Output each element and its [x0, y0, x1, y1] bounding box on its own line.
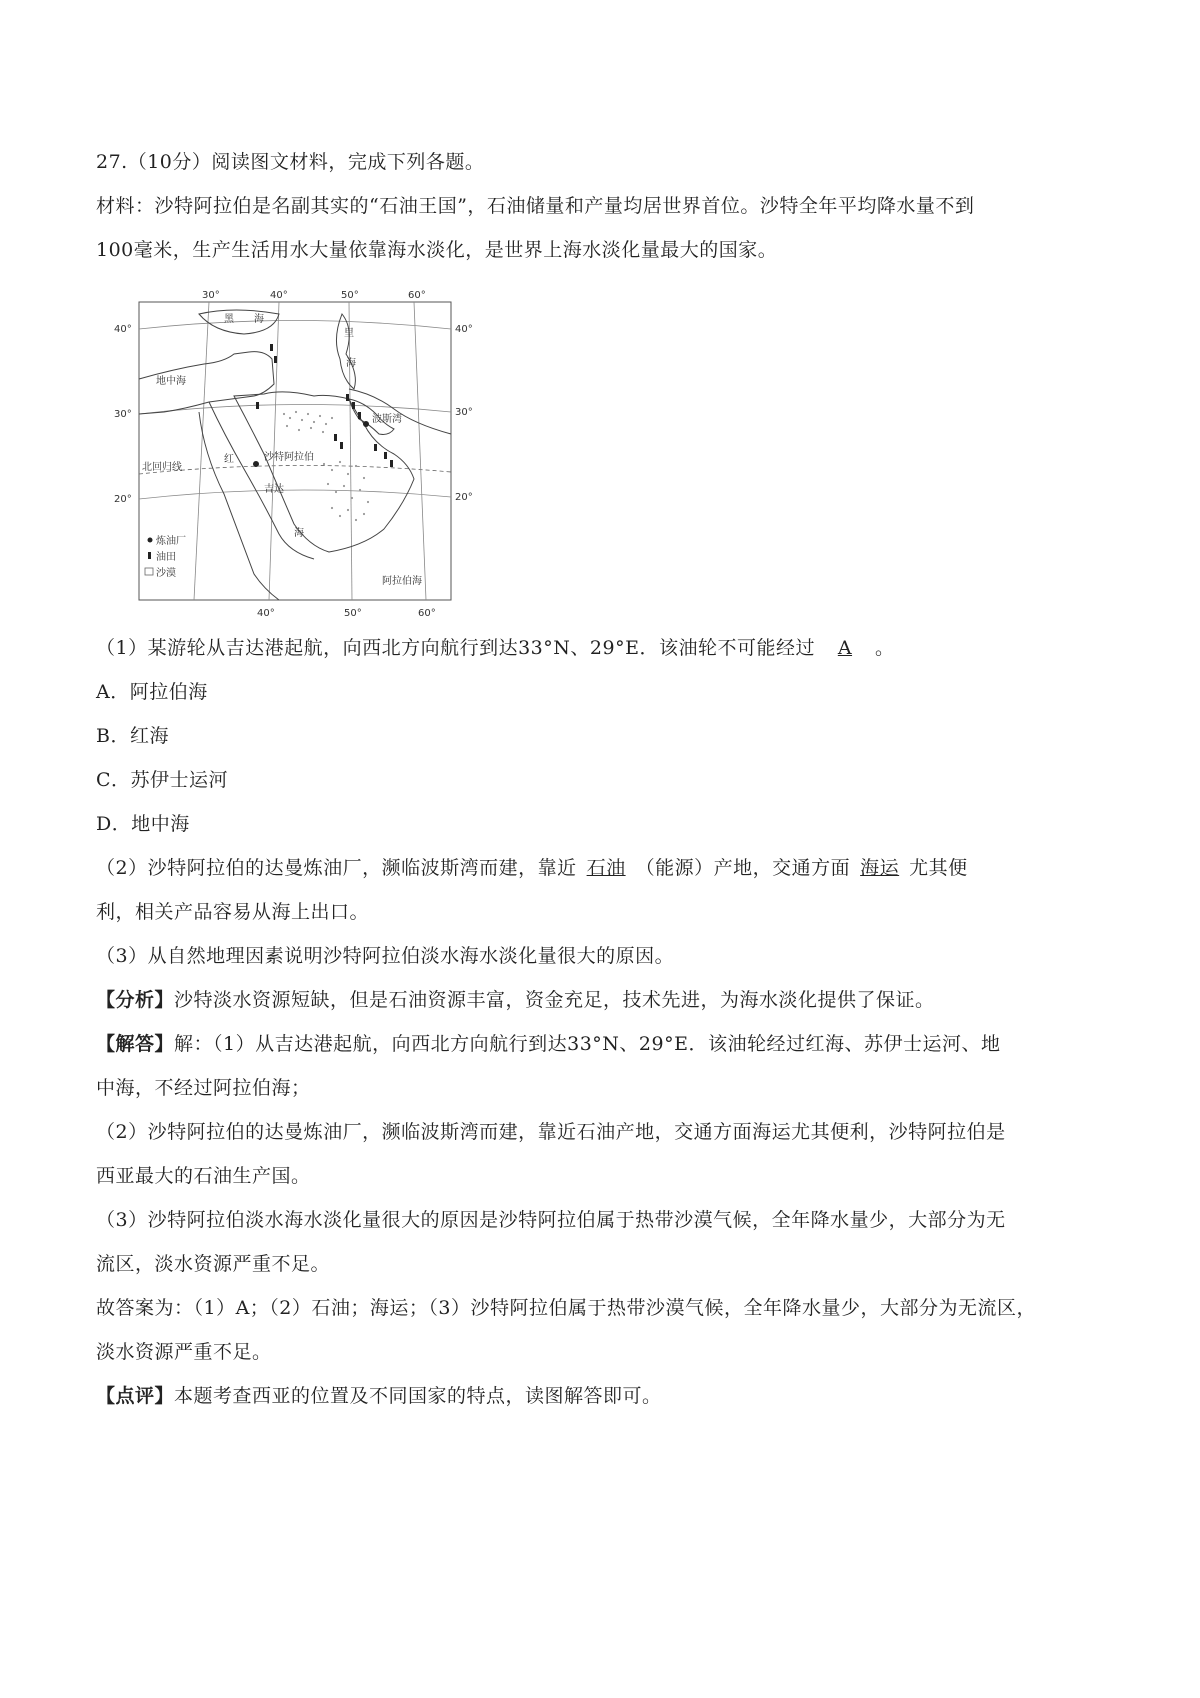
q1-option-c: C．苏伊士运河 — [96, 769, 229, 791]
map-figure — [114, 284, 489, 620]
solution-line-6: 流区，淡水资源严重不足。 — [96, 1253, 331, 1275]
analysis-text: 沙特淡水资源短缺，但是石油资源丰富，资金充足，技术先进，为海水淡化提供了保证。 — [174, 989, 935, 1011]
legend-oilfield: 油田 — [156, 552, 176, 563]
comment-text: 本题考查西亚的位置及不同国家的特点，读图解答即可。 — [174, 1385, 662, 1407]
q2-line2: 利，相关产品容易从海上出口。 — [96, 901, 370, 923]
lat-left-20: 20° — [114, 494, 132, 505]
q2-stem — [96, 846, 1106, 890]
q1-option-a: A．阿拉伯海 — [96, 681, 208, 703]
label-li-hai: 海 — [346, 358, 356, 369]
q1-text: （1）某游轮从吉达港起航，向西北方向航行到达33°N、29°E．该油轮不可能经过 — [96, 637, 815, 659]
label-li: 里 — [344, 328, 354, 339]
label-tropic: 北回归线 — [142, 462, 182, 473]
label-mediterranean: 地中海 — [156, 376, 186, 387]
label-saudi: 沙特阿拉伯 — [264, 452, 314, 463]
solution-line-1 — [96, 1022, 1106, 1066]
q3-stem: （3）从自然地理因素说明沙特阿拉伯淡水海水淡化量很大的原因。 — [96, 945, 675, 967]
q1-option-b: B．红海 — [96, 725, 169, 747]
label-hei: 黑 — [224, 314, 234, 325]
q2-part2: （能源）产地，交通方面 — [635, 857, 851, 879]
lat-right-20: 20° — [455, 492, 473, 503]
q1-option-d: D．地中海 — [96, 813, 190, 835]
lat-left-40: 40° — [114, 324, 132, 335]
lon-top-40: 40° — [270, 290, 288, 301]
solution-line-2: 中海，不经过阿拉伯海； — [96, 1077, 311, 1099]
solution-l1: 解：（1）从吉达港起航，向西北方向航行到达33°N、29°E．该油轮经过红海、苏伊士运河、地 — [174, 1033, 1001, 1055]
label-persian-gulf: 波斯湾 — [372, 414, 402, 425]
document-page — [96, 140, 1106, 1418]
solution-line-3: （2）沙特阿拉伯的达曼炼油厂，濒临波斯湾而建，靠近石油产地，交通方面海运尤其便利，沙特阿拉伯是 — [96, 1121, 1006, 1143]
solution-line-5: （3）沙特阿拉伯淡水海水淡化量很大的原因是沙特阿拉伯属于热带沙漠气候，全年降水量少，大部分为无 — [96, 1209, 1006, 1231]
lon-bottom-50: 50° — [344, 608, 362, 619]
comment — [96, 1374, 1106, 1418]
analysis — [96, 978, 1106, 1022]
label-arabian-sea: 阿拉伯海 — [382, 576, 422, 587]
lon-top-30: 30° — [202, 290, 220, 301]
q1-stem — [96, 626, 1106, 670]
solution-line-4: 西亚最大的石油生产国。 — [96, 1165, 311, 1187]
lon-bottom-60: 60° — [418, 608, 436, 619]
q2-part3: 尤其便 — [909, 857, 968, 879]
analysis-tag: 【分析】 — [96, 989, 175, 1011]
lat-right-30: 30° — [455, 407, 473, 418]
solution-tag: 【解答】 — [96, 1033, 175, 1055]
q1-answer-blank: A — [837, 637, 853, 659]
solution-line-7: 故答案为：（1）A；（2）石油；海运；（3）沙特阿拉伯属于热带沙漠气候，全年降水量少，大部分为无流区， — [96, 1297, 1036, 1319]
lat-right-40: 40° — [455, 324, 473, 335]
label-hong: 红 — [224, 454, 234, 465]
comment-tag: 【点评】 — [96, 1385, 175, 1407]
label-red-sea-hai: 海 — [294, 528, 304, 539]
label-jeddah: 吉达 — [264, 484, 284, 495]
lat-left-30: 30° — [114, 409, 132, 420]
legend-refinery: 炼油厂 — [156, 536, 186, 547]
q2-blank-energy: 石油 — [586, 857, 626, 879]
material-line-1: 材料：沙特阿拉伯是名副其实的“石油王国”，石油储量和产量均居世界首位。沙特全年平均降水量不到 — [96, 195, 975, 217]
solution-line-8: 淡水资源严重不足。 — [96, 1341, 272, 1363]
lon-top-50: 50° — [341, 290, 359, 301]
material-line-2: 100毫米，生产生活用水大量依靠海水淡化，是世界上海水淡化量最大的国家。 — [96, 239, 778, 261]
label-hai: 海 — [254, 314, 264, 325]
question-title: 27.（10分）阅读图文材料，完成下列各题。 — [96, 151, 485, 173]
lon-bottom-40: 40° — [257, 608, 275, 619]
legend-desert: 沙漠 — [156, 568, 176, 579]
middle-east-map — [114, 284, 489, 620]
lon-top-60: 60° — [408, 290, 426, 301]
q1-end: 。 — [874, 637, 895, 659]
q2-part1: （2）沙特阿拉伯的达曼炼油厂，濒临波斯湾而建，靠近 — [96, 857, 577, 879]
q2-blank-transport: 海运 — [860, 857, 900, 879]
